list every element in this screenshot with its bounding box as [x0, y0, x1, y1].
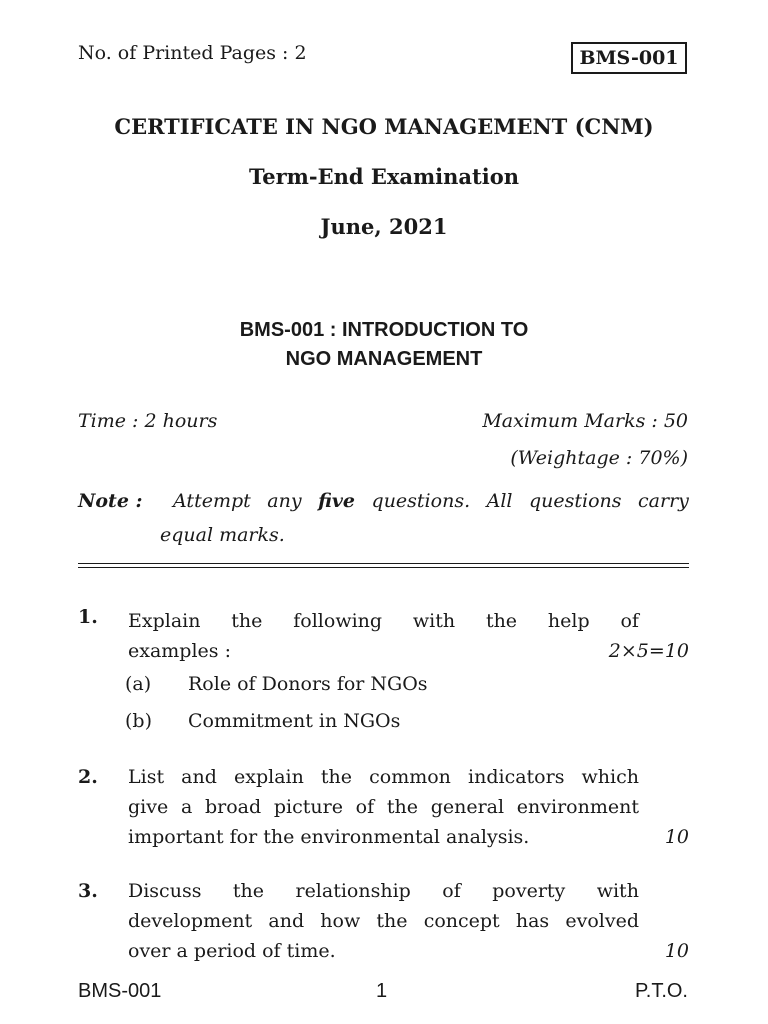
- weightage: (Weightage : 70%): [510, 447, 688, 469]
- maximum-marks: Maximum Marks : 50: [482, 410, 688, 432]
- question-text: [128, 876, 639, 966]
- question-line: [128, 606, 639, 636]
- pto-label: P.T.O.: [635, 980, 688, 1002]
- footer-code: BMS-001: [78, 980, 162, 1002]
- word: the: [485, 610, 518, 632]
- question-line: give a broad picture of the general environment: [128, 796, 639, 818]
- question-number: 3.: [78, 880, 98, 902]
- note-word: any: [267, 490, 302, 512]
- subject-line-1: BMS-001 : INTRODUCTION TO: [239, 319, 529, 341]
- time-allowed: Time : 2 hours: [78, 410, 218, 432]
- question-1: [78, 606, 689, 746]
- word: of: [620, 610, 639, 632]
- word: Discuss: [128, 880, 202, 902]
- sub-question-text: Commitment in NGOs: [188, 710, 401, 732]
- note-word: carry: [638, 490, 689, 512]
- divider-bottom: [78, 567, 689, 568]
- question-marks: 10: [664, 826, 689, 848]
- divider-top: [78, 563, 689, 564]
- note-word: All: [486, 490, 513, 512]
- note-word: Attempt: [173, 490, 251, 512]
- note-word: questions.: [371, 490, 471, 512]
- question-line: development and how the concept has evolved: [128, 910, 639, 932]
- question-line: examples :: [128, 640, 231, 662]
- instructions-note: [78, 490, 689, 546]
- exam-title: Term-End Examination: [248, 164, 519, 189]
- question-text: [128, 606, 639, 666]
- note-emphasis: five: [318, 490, 356, 512]
- subject-title: [0, 316, 768, 374]
- word: poverty: [492, 880, 566, 902]
- exam-date: June, 2021: [320, 214, 448, 239]
- question-line: over a period of time.: [128, 940, 336, 962]
- note-line-2: equal marks.: [160, 524, 285, 546]
- question-2: [78, 762, 689, 854]
- word: following: [293, 610, 383, 632]
- question-number: 1.: [78, 606, 98, 628]
- page-number: 1: [376, 980, 388, 1002]
- sub-question-label: (b): [125, 710, 152, 732]
- question-3: [78, 876, 689, 968]
- word: of: [442, 880, 461, 902]
- question-line: important for the environmental analysis.: [128, 826, 530, 848]
- question-text: [128, 762, 639, 852]
- word: relationship: [295, 880, 411, 902]
- subject-line-2: NGO MANAGEMENT: [285, 348, 483, 370]
- question-marks: 2×5=10: [608, 640, 689, 662]
- note-label: Note :: [78, 490, 143, 512]
- question-marks: 10: [664, 940, 689, 962]
- question-line: List and explain the common indicators which: [128, 766, 639, 788]
- note-word: questions: [528, 490, 622, 512]
- word: the: [232, 880, 265, 902]
- word: with: [412, 610, 456, 632]
- note-line-1: [78, 490, 689, 512]
- sub-question-label: (a): [125, 673, 152, 695]
- sub-question-text: Role of Donors for NGOs: [188, 673, 428, 695]
- word: the: [231, 610, 263, 632]
- programme-title: CERTIFICATE IN NGO MANAGEMENT (CNM): [114, 114, 654, 139]
- question-number: 2.: [78, 766, 98, 788]
- word: help: [547, 610, 590, 632]
- word: Explain: [128, 610, 201, 632]
- printed-pages: No. of Printed Pages : 2: [78, 42, 307, 64]
- paper-code-box: BMS-001: [571, 42, 687, 74]
- question-line: [128, 876, 639, 906]
- word: with: [596, 880, 639, 902]
